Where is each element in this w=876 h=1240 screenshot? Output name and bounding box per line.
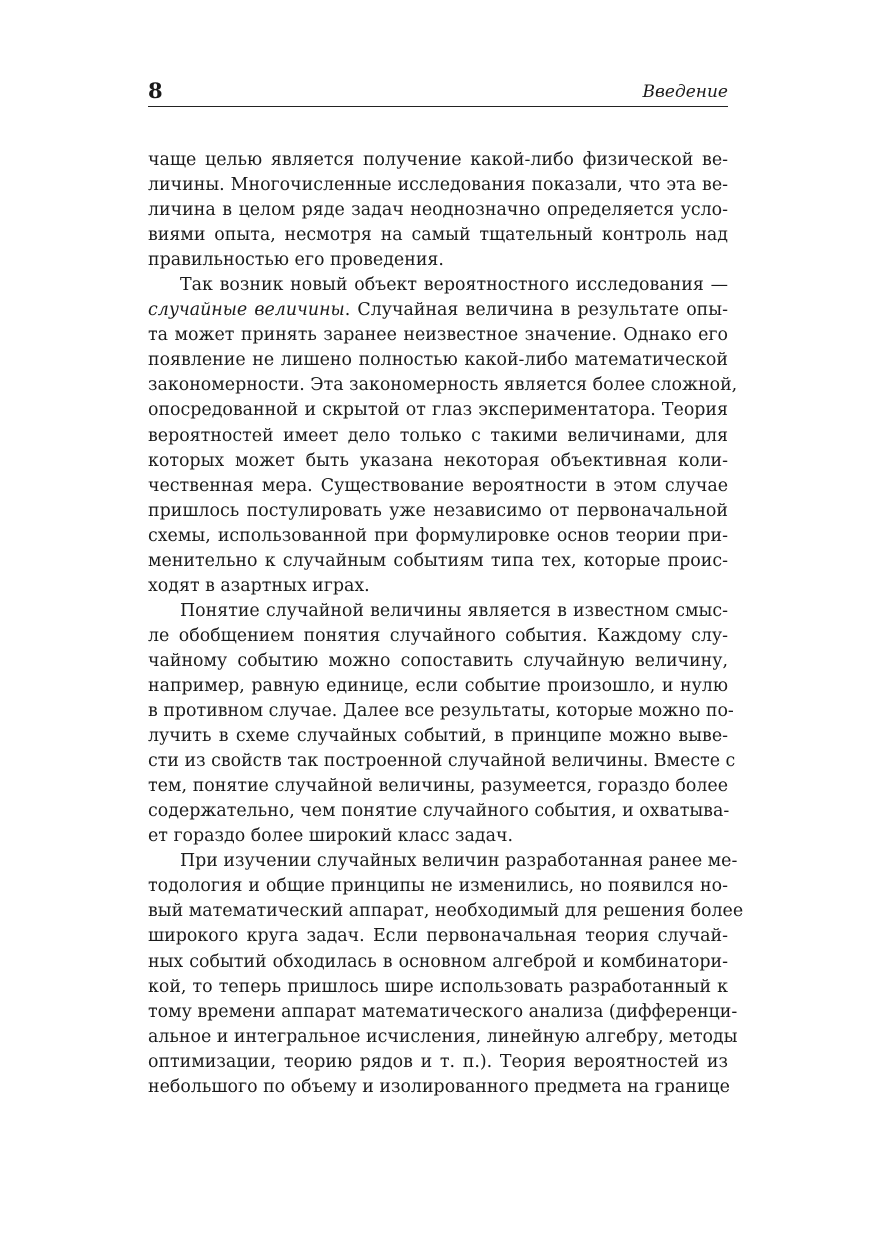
- page-number: 8: [148, 78, 163, 103]
- text-line: пришлось постулировать уже независимо от первоначальной: [148, 500, 728, 521]
- text-line: альное и интегральное исчисления, линейную алгебру, методы: [148, 1026, 738, 1047]
- text-line: сти из свойств так построенной случайной величины. Вместе с: [148, 751, 736, 772]
- text-line: например, равную единице, если событие произошло, и нулю: [148, 675, 728, 696]
- text-line: ных событий обходилась в основном алгеброй и комбинатори-: [148, 951, 728, 972]
- text-line: кой, то теперь пришлось шире использовать разработанный к: [148, 976, 728, 997]
- text-line: появление не лишено полностью какой-либо математической: [148, 350, 728, 371]
- text-line: ходят в азартных играх.: [148, 575, 370, 596]
- text-line: правильностью его проведения.: [148, 250, 444, 271]
- text-line: вероятностей имеет дело только с такими величинами, для: [148, 425, 728, 446]
- text-line: тому времени аппарат математического анализа (дифференци-: [148, 1001, 738, 1022]
- text-line: личины. Многочисленные исследования показали, что эта ве-: [148, 175, 728, 196]
- page-header: [148, 78, 728, 107]
- text-line: которых может быть указана некоторая объективная коли-: [148, 450, 728, 471]
- text-line: чайному событию можно сопоставить случайную величину,: [148, 650, 728, 671]
- emphasized-term: случайные величины: [148, 300, 345, 321]
- text-line: менительно к случайным событиям типа тех, которые проис-: [148, 550, 728, 571]
- running-title: Введение: [642, 82, 728, 102]
- text-line: [148, 298, 728, 323]
- text-line: виями опыта, несмотря на самый тщательный контроль над: [148, 225, 728, 246]
- text-line: оптимизации, теорию рядов и т. п.). Теория вероятностей из: [148, 1051, 728, 1072]
- text-line: личина в целом ряде задач неоднозначно определяется усло-: [148, 200, 728, 221]
- text-line: в противном случае. Далее все результаты, которые можно по-: [148, 701, 734, 722]
- text-line: вый математический аппарат, необходимый для решения более: [148, 901, 744, 922]
- body-text: [148, 148, 744, 1100]
- text-line: чаще целью является получение какой-либо физической ве-: [148, 150, 728, 170]
- paragraph-start-line: Так возник новый объект вероятностного исследования —: [180, 275, 728, 296]
- text-line: ле обобщением понятия случайного события. Каждому слу-: [148, 625, 728, 646]
- text-line: схемы, использованной при формулировке основ теории при-: [148, 525, 728, 546]
- text-line: закономерности. Эта закономерность является более сложной,: [148, 375, 738, 396]
- text-line: лучить в схеме случайных событий, в принципе можно выве-: [148, 726, 728, 747]
- text-line: тодология и общие принципы не изменились, но появился но-: [148, 876, 728, 897]
- text-line: тем, понятие случайной величины, разумеется, гораздо более: [148, 776, 728, 797]
- text-line: ет гораздо более широкий класс задач.: [148, 826, 513, 847]
- text-line: небольшого по объему и изолированного предмета на границе: [148, 1076, 730, 1097]
- text-fragment: . Случайная величина в результате опы-: [344, 300, 728, 321]
- text-line: опосредованной и скрытой от глаз экспериментатора. Теория: [148, 400, 728, 421]
- paragraph-start-line: Понятие случайной величины является в известном смыс-: [180, 600, 728, 621]
- text-line: содержательно, чем понятие случайного события, и охватыва-: [148, 801, 730, 822]
- text-line: та может принять заранее неизвестное значение. Однако его: [148, 325, 728, 346]
- text-line: чественная мера. Существование вероятности в этом случае: [148, 475, 728, 496]
- text-line: широкого круга задач. Если первоначальная теория случай-: [148, 926, 728, 947]
- paragraph-start-line: При изучении случайных величин разработанная ранее ме-: [180, 851, 738, 872]
